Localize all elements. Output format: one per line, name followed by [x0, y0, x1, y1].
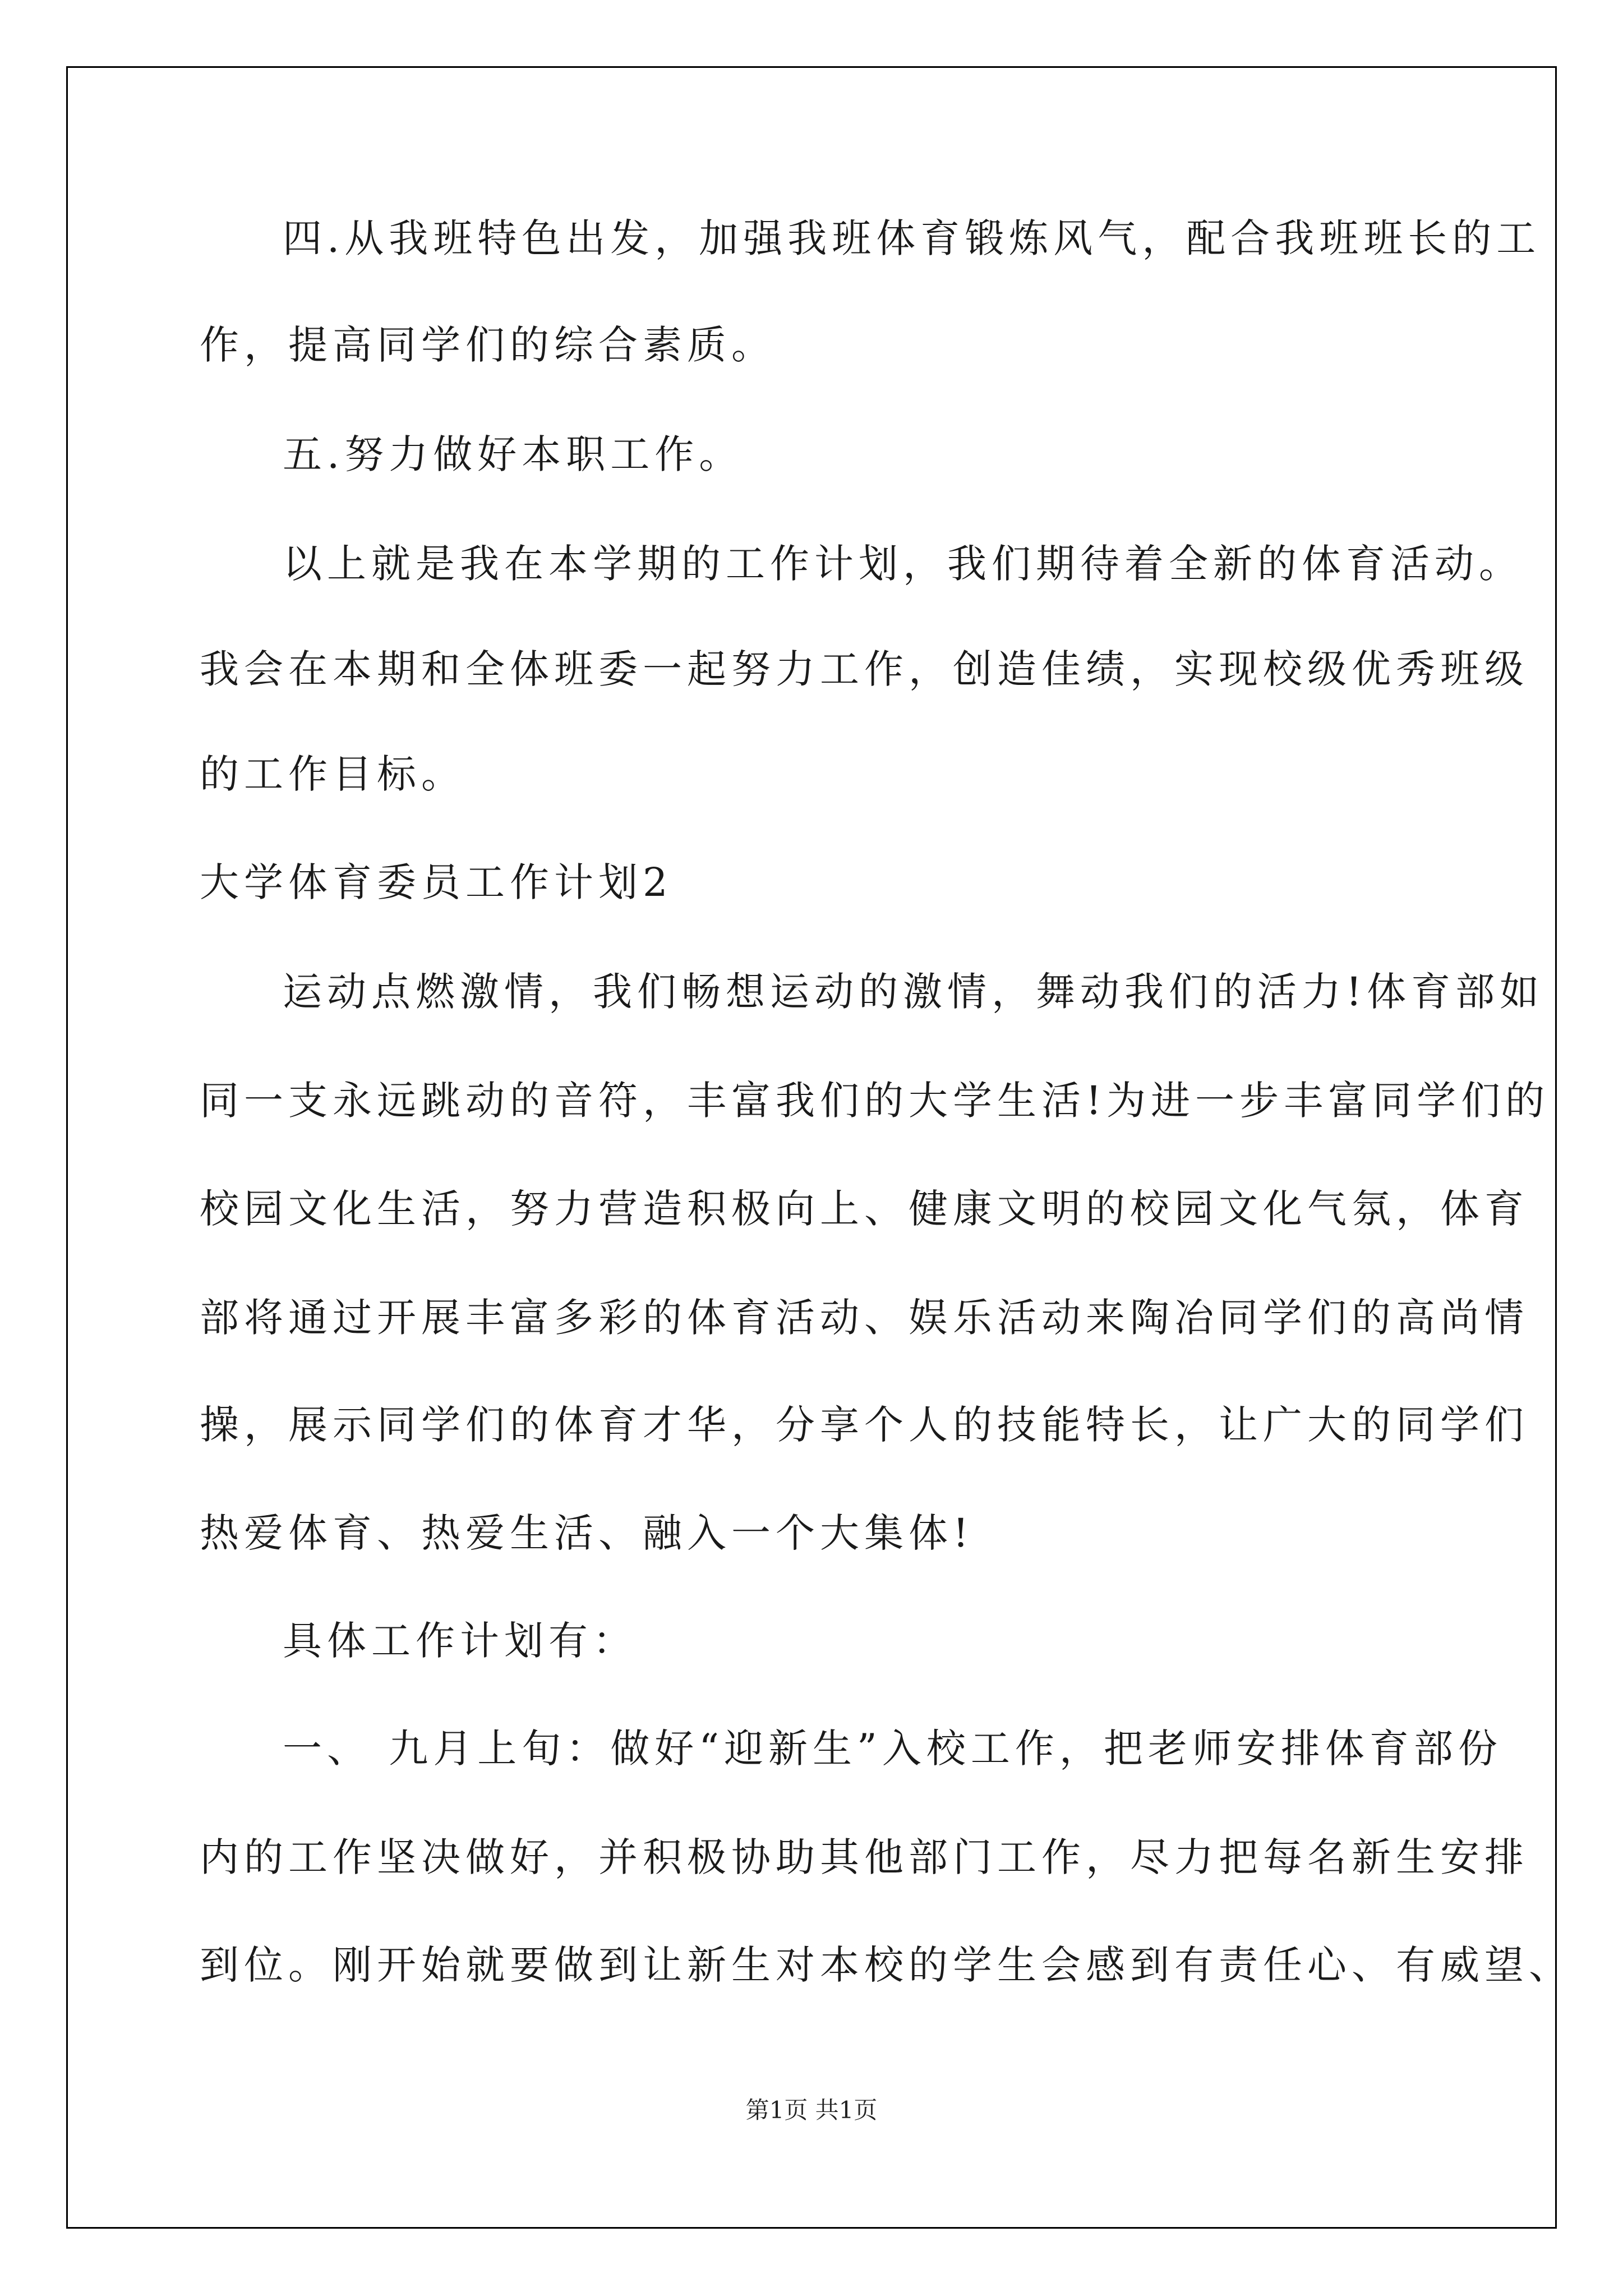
- paragraph-line: 四.从我班特色出发，加强我班体育锻炼风气，配合我班班长的工: [283, 215, 1541, 261]
- paragraph-line: 作，提高同学们的综合素质。: [200, 322, 776, 368]
- paragraph-line: 部将通过开展丰富多彩的体育活动、娱乐活动来陶冶同学们的高尚情: [200, 1295, 1529, 1341]
- paragraph-line: 五.努力做好本职工作。: [283, 431, 744, 477]
- paragraph-line: 我会在本期和全体班委一起努力工作，创造佳绩，实现校级优秀班级: [200, 646, 1529, 692]
- paragraph-line: 的工作目标。: [200, 751, 465, 797]
- paragraph-line: 校园文化生活，努力营造积极向上、健康文明的校园文化气氛，体育: [200, 1186, 1529, 1232]
- page-number-footer: 第1页 共1页: [745, 2096, 878, 2124]
- section-heading: 大学体育委员工作计划2: [200, 859, 673, 905]
- paragraph-line: 运动点燃激情，我们畅想运动的激情，舞动我们的活力!体育部如: [283, 969, 1544, 1015]
- paragraph-line: 具体工作计划有：: [283, 1618, 637, 1664]
- paragraph-line: 到位。刚开始就要做到让新生对本校的学生会感到有责任心、有威望、: [200, 1942, 1573, 1988]
- paragraph-line: 操，展示同学们的体育才华，分享个人的技能特长，让广大的同学们: [200, 1402, 1529, 1448]
- paragraph-line: 热爱体育、热爱生活、融入一个大集体!: [200, 1510, 974, 1556]
- paragraph-line: 以上就是我在本学期的工作计划，我们期待着全新的体育活动。: [283, 541, 1523, 587]
- page-border: [66, 66, 1557, 2229]
- paragraph-line: 一、 九月上旬：做好“迎新生”入校工作，把老师安排体育部份: [283, 1726, 1502, 1772]
- paragraph-line: 同一支永远跳动的音符，丰富我们的大学生活!为进一步丰富同学们的: [200, 1078, 1550, 1124]
- paragraph-line: 内的工作坚决做好，并积极协助其他部门工作，尽力把每名新生安排: [200, 1834, 1529, 1880]
